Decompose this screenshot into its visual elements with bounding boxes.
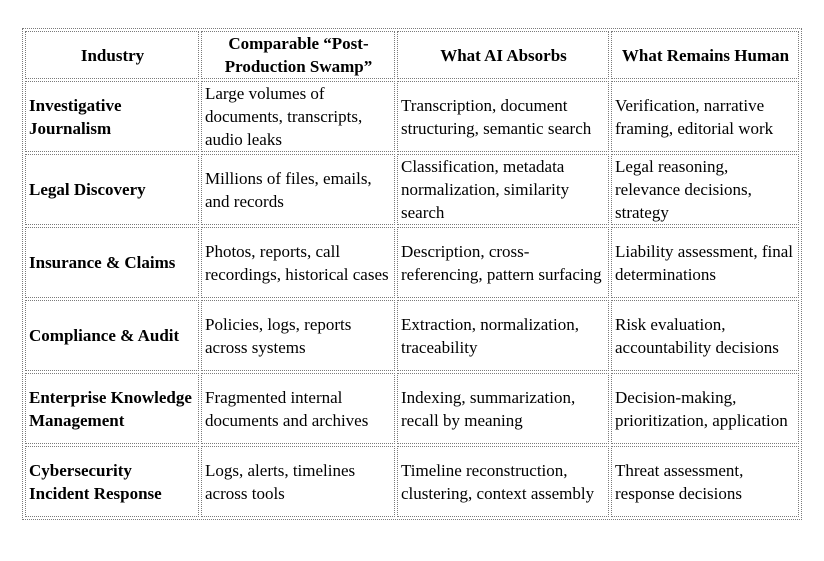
remains-human-cell: Verification, narrative framing, editorial work [611,81,799,152]
table-row [25,300,799,371]
comparable-cell: Logs, alerts, timelines across tools [201,446,395,517]
comparable-cell: Fragmented internal documents and archives [201,373,395,444]
ai-absorbs-cell: Classification, metadata normalization, similarity search [397,154,609,225]
table-row [25,227,799,298]
industry-cell: Investigative Journalism [25,81,199,152]
comparable-cell: Policies, logs, reports across systems [201,300,395,371]
comparable-cell: Millions of files, emails, and records [201,154,395,225]
table-row [25,446,799,517]
industry-comparison-table [22,28,802,520]
header-comparable: Comparable “Post-Production Swamp” [201,31,395,79]
header-industry: Industry [25,31,199,79]
industry-cell: Compliance & Audit [25,300,199,371]
comparable-cell: Large volumes of documents, transcripts, audio leaks [201,81,395,152]
ai-absorbs-cell: Transcription, document structuring, semantic search [397,81,609,152]
remains-human-cell: Threat assessment, response decisions [611,446,799,517]
industry-cell: Legal Discovery [25,154,199,225]
table-row [25,373,799,444]
ai-absorbs-cell: Extraction, normalization, traceability [397,300,609,371]
header-ai-absorbs: What AI Absorbs [397,31,609,79]
ai-absorbs-cell: Timeline reconstruction, clustering, context assembly [397,446,609,517]
remains-human-cell: Risk evaluation, accountability decisions [611,300,799,371]
header-remains-human: What Remains Human [611,31,799,79]
remains-human-cell: Decision-making, prioritization, application [611,373,799,444]
ai-absorbs-cell: Description, cross-referencing, pattern surfacing [397,227,609,298]
comparable-cell: Photos, reports, call recordings, historical cases [201,227,395,298]
industry-cell: Cybersecurity Incident Response [25,446,199,517]
industry-cell: Enterprise Knowledge Management [25,373,199,444]
table-row [25,154,799,225]
table-header-row [25,31,799,79]
remains-human-cell: Liability assessment, final determinations [611,227,799,298]
remains-human-cell: Legal reasoning, relevance decisions, strategy [611,154,799,225]
industry-cell: Insurance & Claims [25,227,199,298]
table-row [25,81,799,152]
ai-absorbs-cell: Indexing, summarization, recall by meaning [397,373,609,444]
